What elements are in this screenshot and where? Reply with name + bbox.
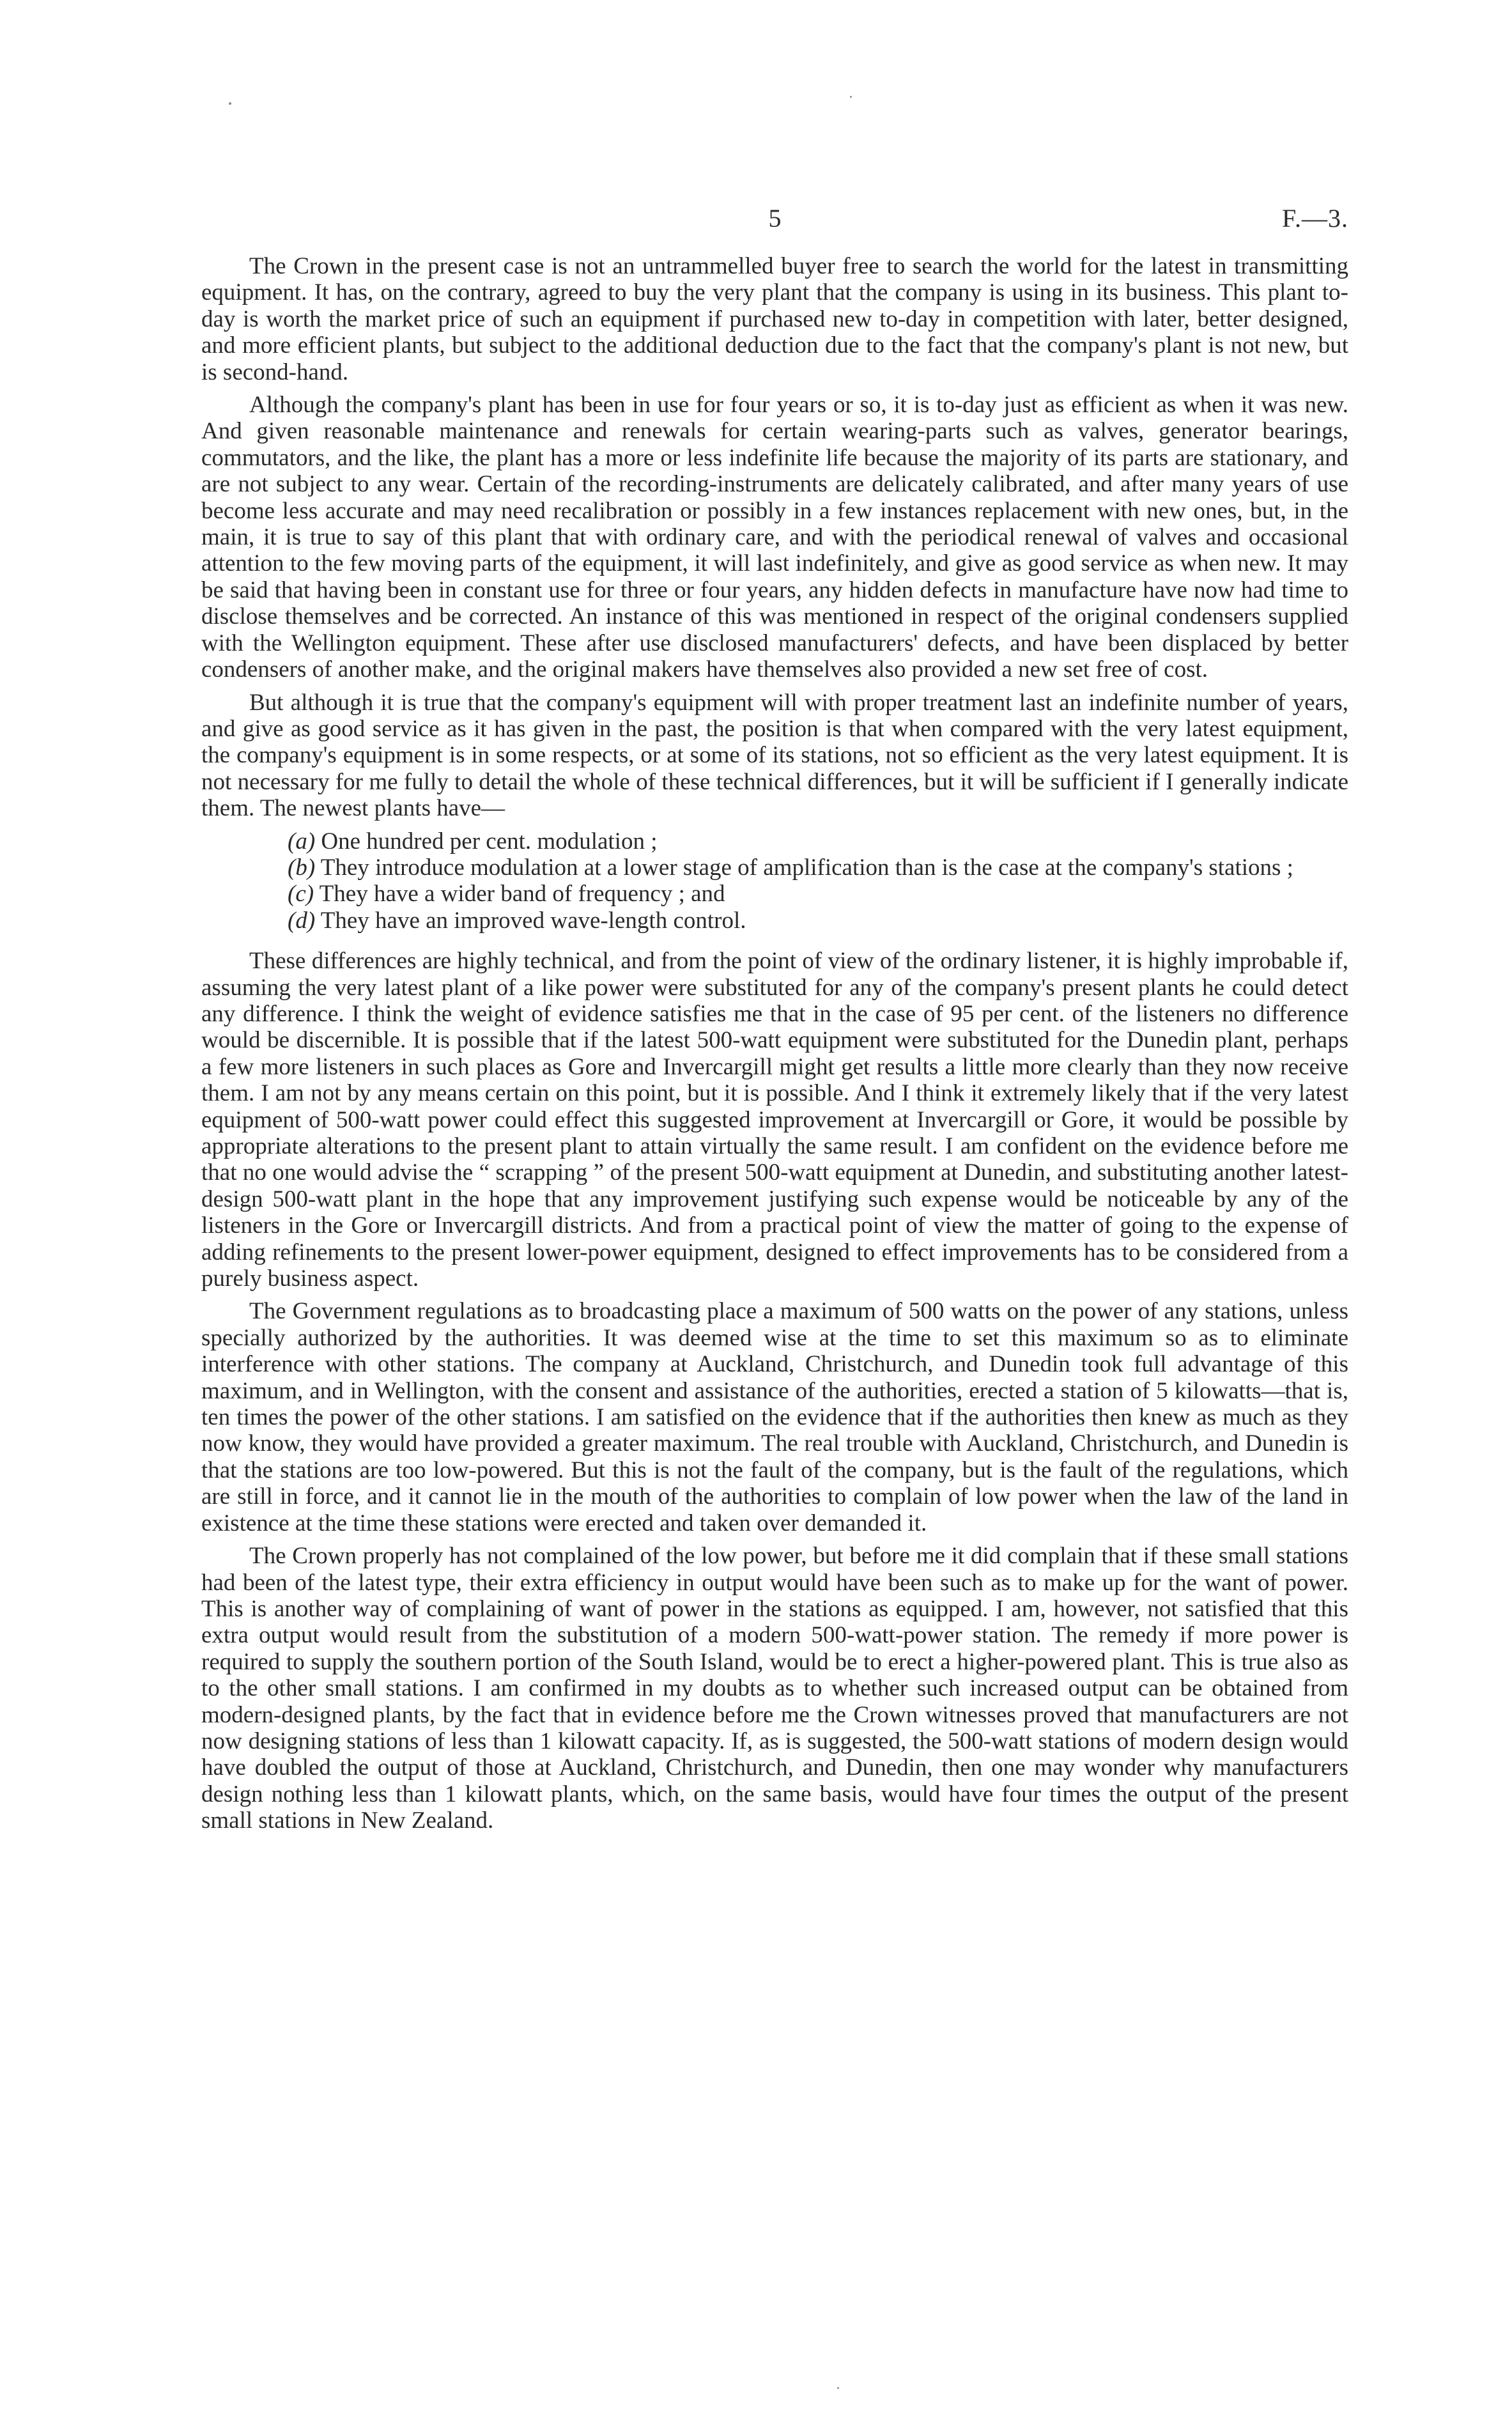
list-item-text: They have a wider band of frequency ; and <box>319 881 725 908</box>
scan-speck-bottom <box>837 2387 839 2389</box>
page-number: 5 <box>768 204 782 233</box>
paragraph-6: The Crown properly has not complained of the low power, but before me it did complain that if these small stations had been of the latest type, their extra efficiency in output would have been such as to make up for the want of power. This is another way of complaining of want of power in the stations as equipped. I am, however, not satisfied that this extra output would result from the substitution of a modern 500-watt-power station. The remedy if more power is required to supply the southern portion of the South Island, would be to erect a higher-powered plant. This is true also as to the other small stations. I am confirmed in my doubts as to whether such increased output can be obtained from modern-designed plants, by the fact that in evidence before me the Crown witnesses proved that manufacturers are not now designing stations of less than 1 kilowatt capacity. If, as is suggested, the 500-watt stations of modern design would have doubled the output of those at Auckland, Christchurch, and Dunedin, then one may wonder why manufacturers design nothing less than 1 kilowatt plants, which, on the same basis, would have four times the output of the present small stations in New Zealand. <box>201 1543 1348 1834</box>
page-header <box>201 203 1348 242</box>
list-item <box>201 908 1348 934</box>
paragraph-5: The Government regulations as to broadcasting place a maximum of 500 watts on the power of any stations, unless specially authorized by the authorities. It was deemed wise at the time to set this maximum so as to eliminate interference with other stations. The company at Auckland, Christchurch, and Dunedin took full advantage of this maximum, and in Wellington, with the consent and assistance of the authorities, erected a station of 5 kilowatts—that is, ten times the power of the other stations. I am satisfied on the evidence that if the authorities then knew as much as they now know, they would have provided a greater maximum. The real trouble with Auckland, Christchurch, and Dunedin is that the stations are too low-powered. But this is not the fault of the company, but is the fault of the regulations, which are still in force, and it cannot lie in the mouth of the authorities to complain of low power when the law of the land in existence at the time these stations were erected and taken over demanded it. <box>201 1298 1348 1536</box>
list-item-text: They have an improved wave-length control. <box>320 907 746 934</box>
list-marker: (c) <box>288 881 314 908</box>
document-reference: F.—3. <box>1281 204 1348 233</box>
list-item <box>201 828 1348 854</box>
list-item-text: One hundred per cent. modulation ; <box>321 828 658 854</box>
paragraph-2: Although the company's plant has been in use for four years or so, it is to-day just as efficient as when it was new. And given reasonable maintenance and renewals for certain wearing-parts such as valves, generator bearings, commutators, and the like, the plant has a more or less indefinite life because the majority of its parts are stationary, and are not subject to any wear. Certain of the recording-instruments are delicately calibrated, and after many years of use become less accurate and may need recalibration or possibly in a few instances replacement with new ones, but, in the main, it is true to say of this plant that with ordinary care, and with the periodical renewal of valves and occasional attention to the few moving parts of the equipment, it will last indefinitely, and give as good service as when new. It may be said that having been in constant use for three or four years, any hidden defects in manufacture have now had time to disclose themselves and be corrected. An instance of this was mentioned in respect of the original condensers supplied with the Wellington equipment. These after use disclosed manufacturers' defects, and have been displaced by better condensers of another make, and the original makers have themselves also provided a new set free of cost. <box>201 392 1348 683</box>
paragraph-1: The Crown in the present case is not an untrammelled buyer free to search the world for the latest in transmitting equipment. It has, on the contrary, agreed to buy the very plant that the company is using in its business. This plant to-day is worth the market price of such an equipment if purchased new to-day in competition with later, better designed, and more efficient plants, but subject to the additional deduction due to the fact that the company's plant is not new, but is second-hand. <box>201 253 1348 385</box>
list-marker: (d) <box>288 907 316 934</box>
list-item-text: They introduce modulation at a lower stage of amplification than is the case at the company's stations ; <box>320 854 1293 881</box>
list-marker: (b) <box>288 854 316 881</box>
paragraph-4: These differences are highly technical, and from the point of view of the ordinary listener, it is highly improbable if, assuming the very latest plant of a like power were substituted for any of the company's present plants he could detect any difference. I think the weight of evidence satisfies me that in the case of 95 per cent. of the listeners no difference would be discernible. It is possible that if the latest 500-watt equipment were substituted for the Dunedin plant, perhaps a few more listeners in such places as Gore and Invercargill might get results a little more clearly than they now receive them. I am not by any means certain on this point, but it is possible. And I think it extremely likely that if the very latest equipment of 500-watt power could effect this suggested improvement at Invercargill or Gore, it would be possible by appropriate alterations to the present plant to attain virtually the same result. I am confident on the evidence before me that no one would advise the “ scrapping ” of the present 500-watt equipment at Dunedin, and substituting another latest-design 500-watt plant in the hope that any improvement justifying such expense would be noticeable by any of the listeners in the Gore or Invercargill districts. And from a practical point of view the matter of going to the expense of adding refinements to the present lower-power equipment, designed to effect improvements has to be considered from a purely business aspect. <box>201 948 1348 1292</box>
body-text <box>201 253 1348 1841</box>
list-item <box>201 881 1348 907</box>
list-marker: (a) <box>288 828 316 854</box>
newest-plants-list <box>201 828 1348 934</box>
scan-speck-top <box>229 102 231 105</box>
scan-speck-top-right <box>850 96 852 98</box>
list-item <box>201 854 1348 881</box>
paragraph-3: But although it is true that the company's equipment will with proper treatment last an indefinite number of years, and give as good service as it has given in the past, the position is that when compared with the very latest equipment, the company's equipment is in some respects, or at some of its stations, not so efficient as the very latest equipment. It is not necessary for me fully to detail the whole of these technical differences, but it will be sufficient if I generally indicate them. The newest plants have— <box>201 689 1348 822</box>
